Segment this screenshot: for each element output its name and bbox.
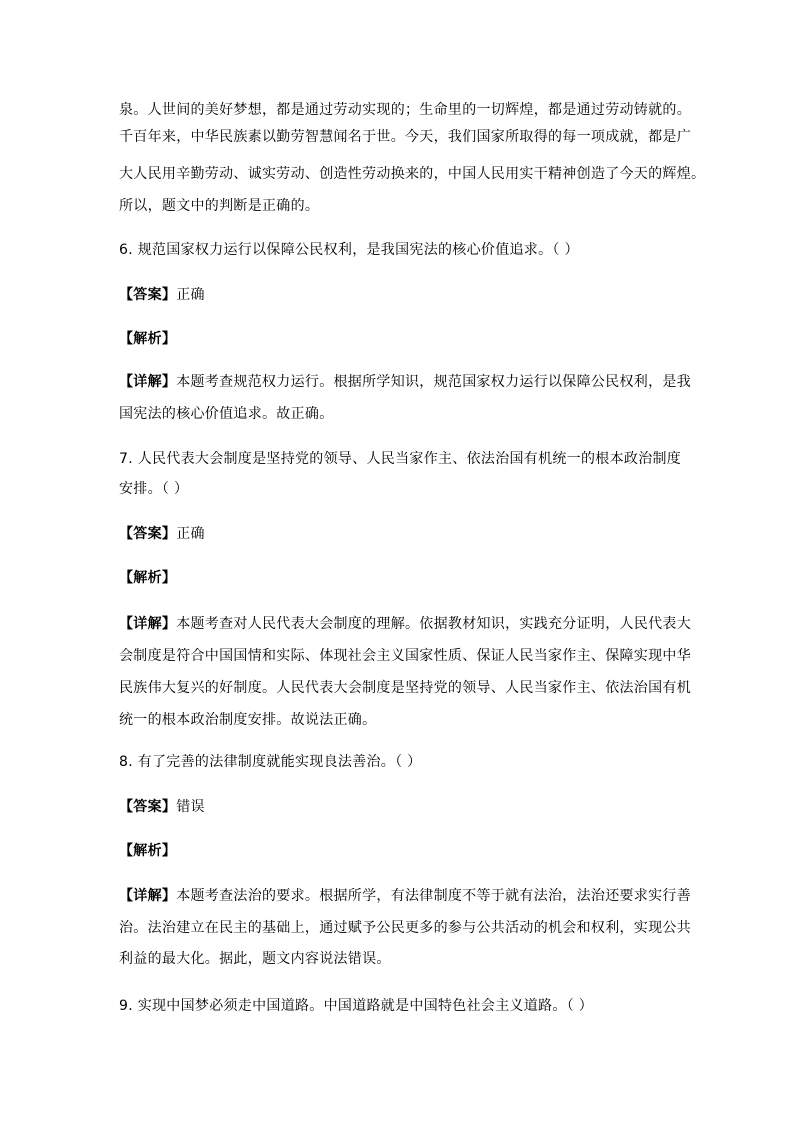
- detail-tag: 【详解】: [119, 888, 177, 904]
- answer-value: 正确: [176, 287, 205, 303]
- intro-line-4: 所以，题文中的判断是正确的。: [119, 198, 320, 214]
- detail-8-line-1: 【详解】本题考查法治的要求。根据所学，有法律制度不等于就有法治，法治还要求实行善: [119, 888, 692, 904]
- analysis-tag-7: 【解析】: [119, 570, 177, 586]
- answer-7: [119, 524, 205, 544]
- detail-tag: 【详解】: [119, 616, 177, 632]
- answer-8: [119, 797, 205, 817]
- intro-line-1: 泉。人世间的美好梦想，都是通过劳动实现的；生命里的一切辉煌，都是通过劳动铸就的。: [119, 102, 691, 118]
- analysis-tag-6: 【解析】: [119, 331, 177, 347]
- question-7-line-2: 安排。（ ）: [119, 481, 189, 497]
- intro-line-2: 千百年来，中华民族素以勤劳智慧闻名于世。今天，我们国家所取得的每一项成就，都是广: [119, 129, 691, 145]
- detail-7-line-2: 会制度是符合中国国情和实际、体现社会主义国家性质、保证人民当家作主、保障实现中华: [119, 648, 691, 664]
- answer-value: 错误: [176, 799, 205, 815]
- question-6: 6. 规范国家权力运行以保障公民权利，是我国宪法的核心价值追求。（ ）: [119, 242, 579, 258]
- question-9: 9. 实现中国梦必须走中国道路。中国道路就是中国特色社会主义道路。（ ）: [119, 998, 594, 1014]
- detail-7-line-4: 统一的根本政治制度安排。故说法正确。: [119, 712, 377, 728]
- detail-8-line-2: 治。法治建立在民主的基础上，通过赋予公民更多的参与公共活动的机会和权利，实现公共: [119, 920, 691, 936]
- answer-6: [119, 285, 205, 305]
- detail-7-line-1: 【详解】本题考查对人民代表大会制度的理解。依据教材知识，实践充分证明，人民代表大: [119, 616, 692, 632]
- answer-tag: 【答案】: [119, 287, 177, 303]
- detail-tag: 【详解】: [119, 374, 177, 390]
- intro-line-3: 大人民用辛勤劳动、诚实劳动、创造性劳动换来的，中国人民用实干精神创造了今天的辉煌。: [119, 166, 706, 182]
- detail-8-line-3: 利益的最大化。据此，题文内容说法错误。: [119, 951, 391, 967]
- answer-value: 正确: [176, 526, 205, 542]
- detail-6-line-2: 国宪法的核心价值追求。故正确。: [119, 406, 334, 422]
- question-8: 8. 有了完善的法律制度就能实现良法善治。（ ）: [119, 754, 422, 770]
- analysis-tag-8: 【解析】: [119, 843, 177, 859]
- answer-tag: 【答案】: [119, 799, 177, 815]
- detail-7-line-3: 民族伟大复兴的好制度。人民代表大会制度是坚持党的领导、人民当家作主、依法治国有机: [119, 680, 691, 696]
- detail-6-line-1: 【详解】本题考查规范权力运行。根据所学知识，规范国家权力运行以保障公民权利，是我: [119, 374, 692, 390]
- question-7-line-1: 7. 人民代表大会制度是坚持党的领导、人民当家作主、依法治国有机统一的根本政治制度: [119, 451, 682, 467]
- answer-tag: 【答案】: [119, 526, 177, 542]
